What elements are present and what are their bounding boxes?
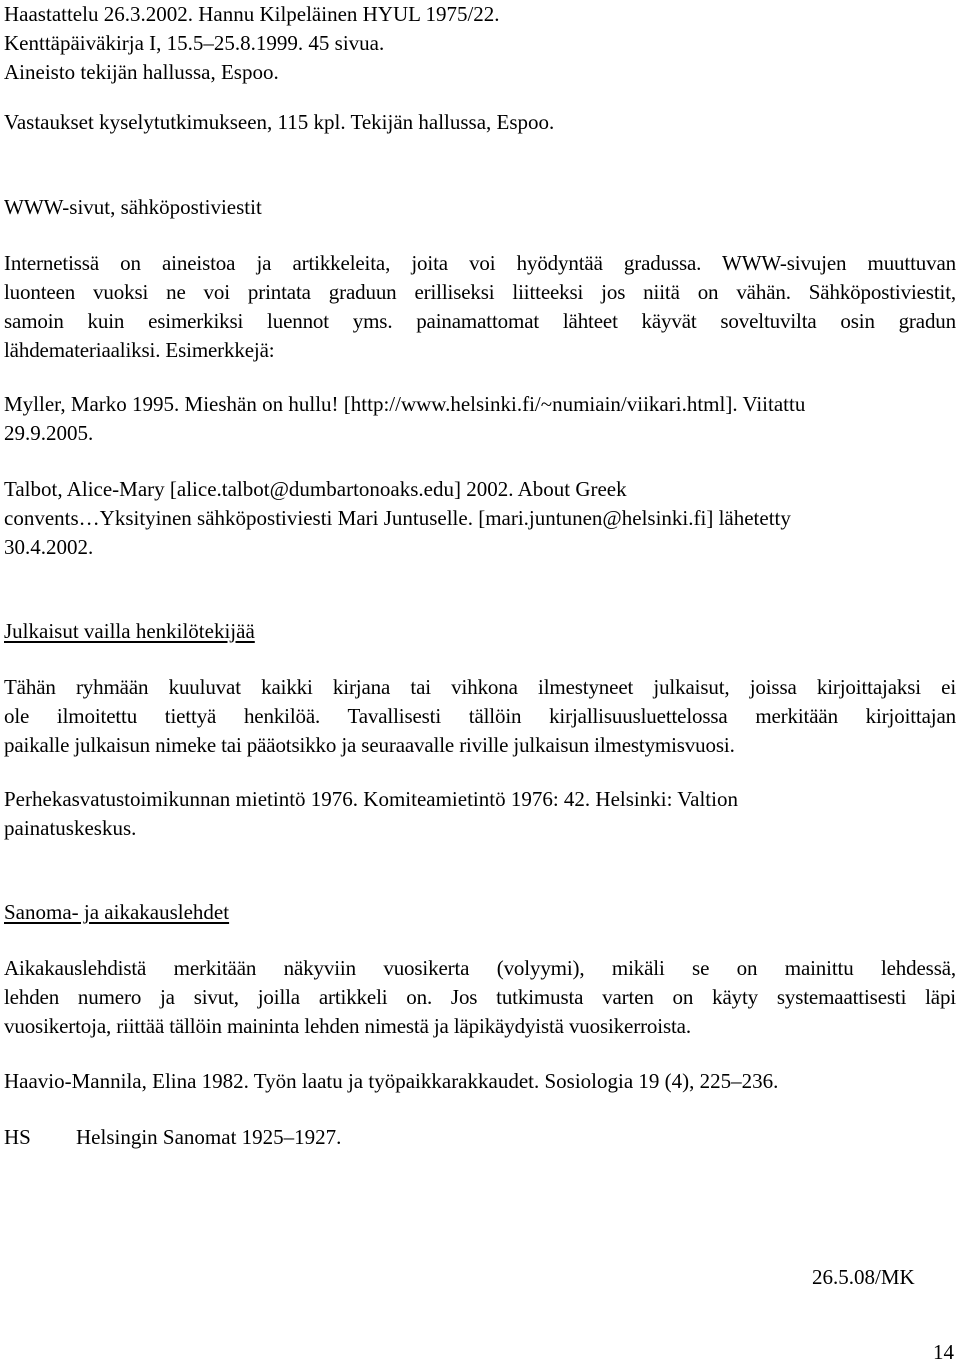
paragraph-line: Tähän ryhmään kuuluvat kaikki kirjana tai vihkona ilmestyneet julkaisut, joissa kirjoittajaksi ei xyxy=(4,675,956,699)
reference-line: 30.4.2002. xyxy=(4,535,94,559)
periodicals-section-heading xyxy=(4,898,956,927)
reference-field-diary: Kenttäpäiväkirja I, 15.5–25.8.1999. 45 sivua. xyxy=(4,31,385,55)
reference-line: Talbot, Alice-Mary [alice.talbot@dumbartonoaks.edu] 2002. About Greek xyxy=(4,477,627,501)
survey-reference-text: Vastaukset kyselytutkimukseen, 115 kpl. Tekijän hallussa, Espoo. xyxy=(4,110,555,134)
abbreviation-line xyxy=(4,1123,956,1152)
paragraph-line: Internetissä on aineistoa ja artikkeleita, joita voi hyödyntää gradussa. WWW-sivujen muuttuvan xyxy=(4,251,956,275)
paragraph-line: samoin kuin esimerkiksi luennot yms. painamattomat lähteet käyvät soveltuvilta osin gradun xyxy=(4,309,956,333)
reference-interview: Haastattelu 26.3.2002. Hannu Kilpeläinen HYUL 1975/22. xyxy=(4,2,500,26)
page-number: 14 xyxy=(933,1340,954,1364)
footer-date-code: 26.5.08/MK xyxy=(812,1265,915,1289)
paragraph-line: Aikakauslehdistä merkitään näkyviin vuosikerta (volyymi), mikäli se on mainittu lehdessä, xyxy=(4,956,956,980)
paragraph-line: lehden numero ja sivut, joilla artikkeli on. Jos tutkimusta varten on käyty systemaattisesti läpi xyxy=(4,985,956,1009)
reference-material-location: Aineisto tekijän hallussa, Espoo. xyxy=(4,60,279,84)
paragraph-line: vuosikertoja, riittää tällöin maininta lehden nimestä ja läpikäydyistä vuosikerroista. xyxy=(4,1014,691,1038)
periodicals-example xyxy=(4,1067,956,1096)
reference-line: Perhekasvatustoimikunnan mietintö 1976. Komiteamietintö 1976: 42. Helsinki: Valtion xyxy=(4,787,738,811)
paragraph-line: ole ilmoitettu tiettyä henkilöä. Tavallisesti tällöin kirjallisuusluettelossa merkitään kirjoittajan xyxy=(4,704,956,728)
section-heading-publications: Julkaisut vailla henkilötekijää xyxy=(4,619,255,643)
paragraph-line: lähdemateriaaliksi. Esimerkkejä: xyxy=(4,338,275,362)
reference-line: Myller, Marko 1995. Mieshän on hullu! [http://www.helsinki.fi/~numiain/viikari.html]. Viitattu xyxy=(4,392,806,416)
www-example-myller xyxy=(4,390,956,448)
abbreviation-entry xyxy=(4,1123,956,1152)
publications-section-heading xyxy=(4,617,956,646)
reference-line: convents…Yksityinen sähköpostiviesti Mari Juntuselle. [mari.juntunen@helsinki.fi] lähetetty xyxy=(4,506,791,530)
reference-line: painatuskeskus. xyxy=(4,816,137,840)
www-paragraph xyxy=(4,249,956,365)
www-section-heading xyxy=(4,193,956,222)
publications-example xyxy=(4,785,956,843)
periodicals-paragraph xyxy=(4,954,956,1041)
abbreviation-code: HS xyxy=(4,1125,31,1149)
survey-reference xyxy=(4,108,956,137)
top-references xyxy=(4,0,956,87)
paragraph-line: paikalle julkaisun nimeke tai pääotsikko ja seuraavalle riville julkaisun ilmestymisvuosi. xyxy=(4,733,735,757)
paragraph-line: luonteen vuoksi ne voi printata graduun erilliseksi liitteeksi jos niitä on vähän. Sähköpostiviestit, xyxy=(4,280,956,304)
publications-paragraph xyxy=(4,673,956,760)
section-heading-www: WWW-sivut, sähköpostiviestit xyxy=(4,195,262,219)
section-heading-periodicals: Sanoma- ja aikakauslehdet xyxy=(4,900,230,924)
reference-haavio-mannila: Haavio-Mannila, Elina 1982. Työn laatu ja työpaikkarakkaudet. Sosiologia 19 (4), 225–236. xyxy=(4,1069,779,1093)
reference-line: 29.9.2005. xyxy=(4,421,94,445)
abbreviation-text: Helsingin Sanomat 1925–1927. xyxy=(76,1125,342,1149)
www-example-talbot xyxy=(4,475,956,562)
